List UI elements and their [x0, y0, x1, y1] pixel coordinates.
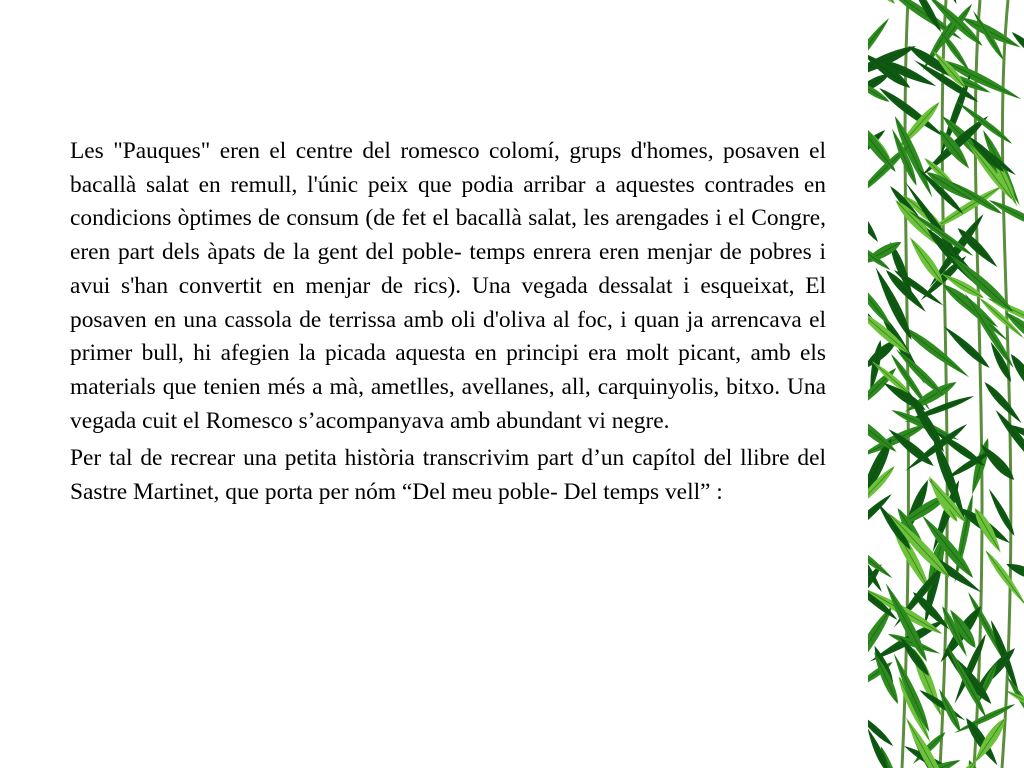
bamboo-leaf-vein — [891, 432, 932, 465]
bamboo-leaf-vein — [987, 552, 1024, 603]
bamboo-leaves-icon — [868, 0, 1024, 768]
bamboo-leaf-vein — [912, 240, 942, 282]
bamboo-leaf-vein — [947, 329, 988, 367]
paragraph-intro-story: Per tal de recrear una petita història transcrivim part d’un capítol del llibre del Sastre Martinet, que porta per nóm “Del meu poble- Del temps vell” : — [70, 445, 826, 506]
bamboo-leaf — [868, 0, 899, 8]
bamboo-leaf-vein — [986, 383, 1019, 420]
paragraph-romesco: Les "Pauques" eren el centre del romesco colomí, grups d'homes, posaven el bacallà salat en remull, l'únic peix que podia arribar a aquestes contrades en condicions òptimes de consum (de fet el bacallà salat, les arengades i el Congre, eren part dels àpats de la gent del poble- temps enrera eren menjar de pobres i avui s'han convertit en menjar de rics). Una vegada dessalat i esqueixat, El posaven en una cassola de terrissa amb oli d'oliva al foc, i quan ja arrencava el primer bull, hi afegien la picada aquesta en principi era molt picant, amb els materials que tenien més a mà, ametlles, avellanes, all, carquinyolis, bitxo. Una vegada cuit el Romesco s’acompanyava amb abundant vi negre. — [70, 138, 826, 434]
slide-body-text — [70, 135, 826, 510]
bamboo-stem — [902, 0, 908, 768]
bamboo-leaf-vein — [983, 447, 1013, 478]
bamboo-leaf — [982, 548, 1024, 608]
bamboo-leaf — [868, 183, 881, 244]
